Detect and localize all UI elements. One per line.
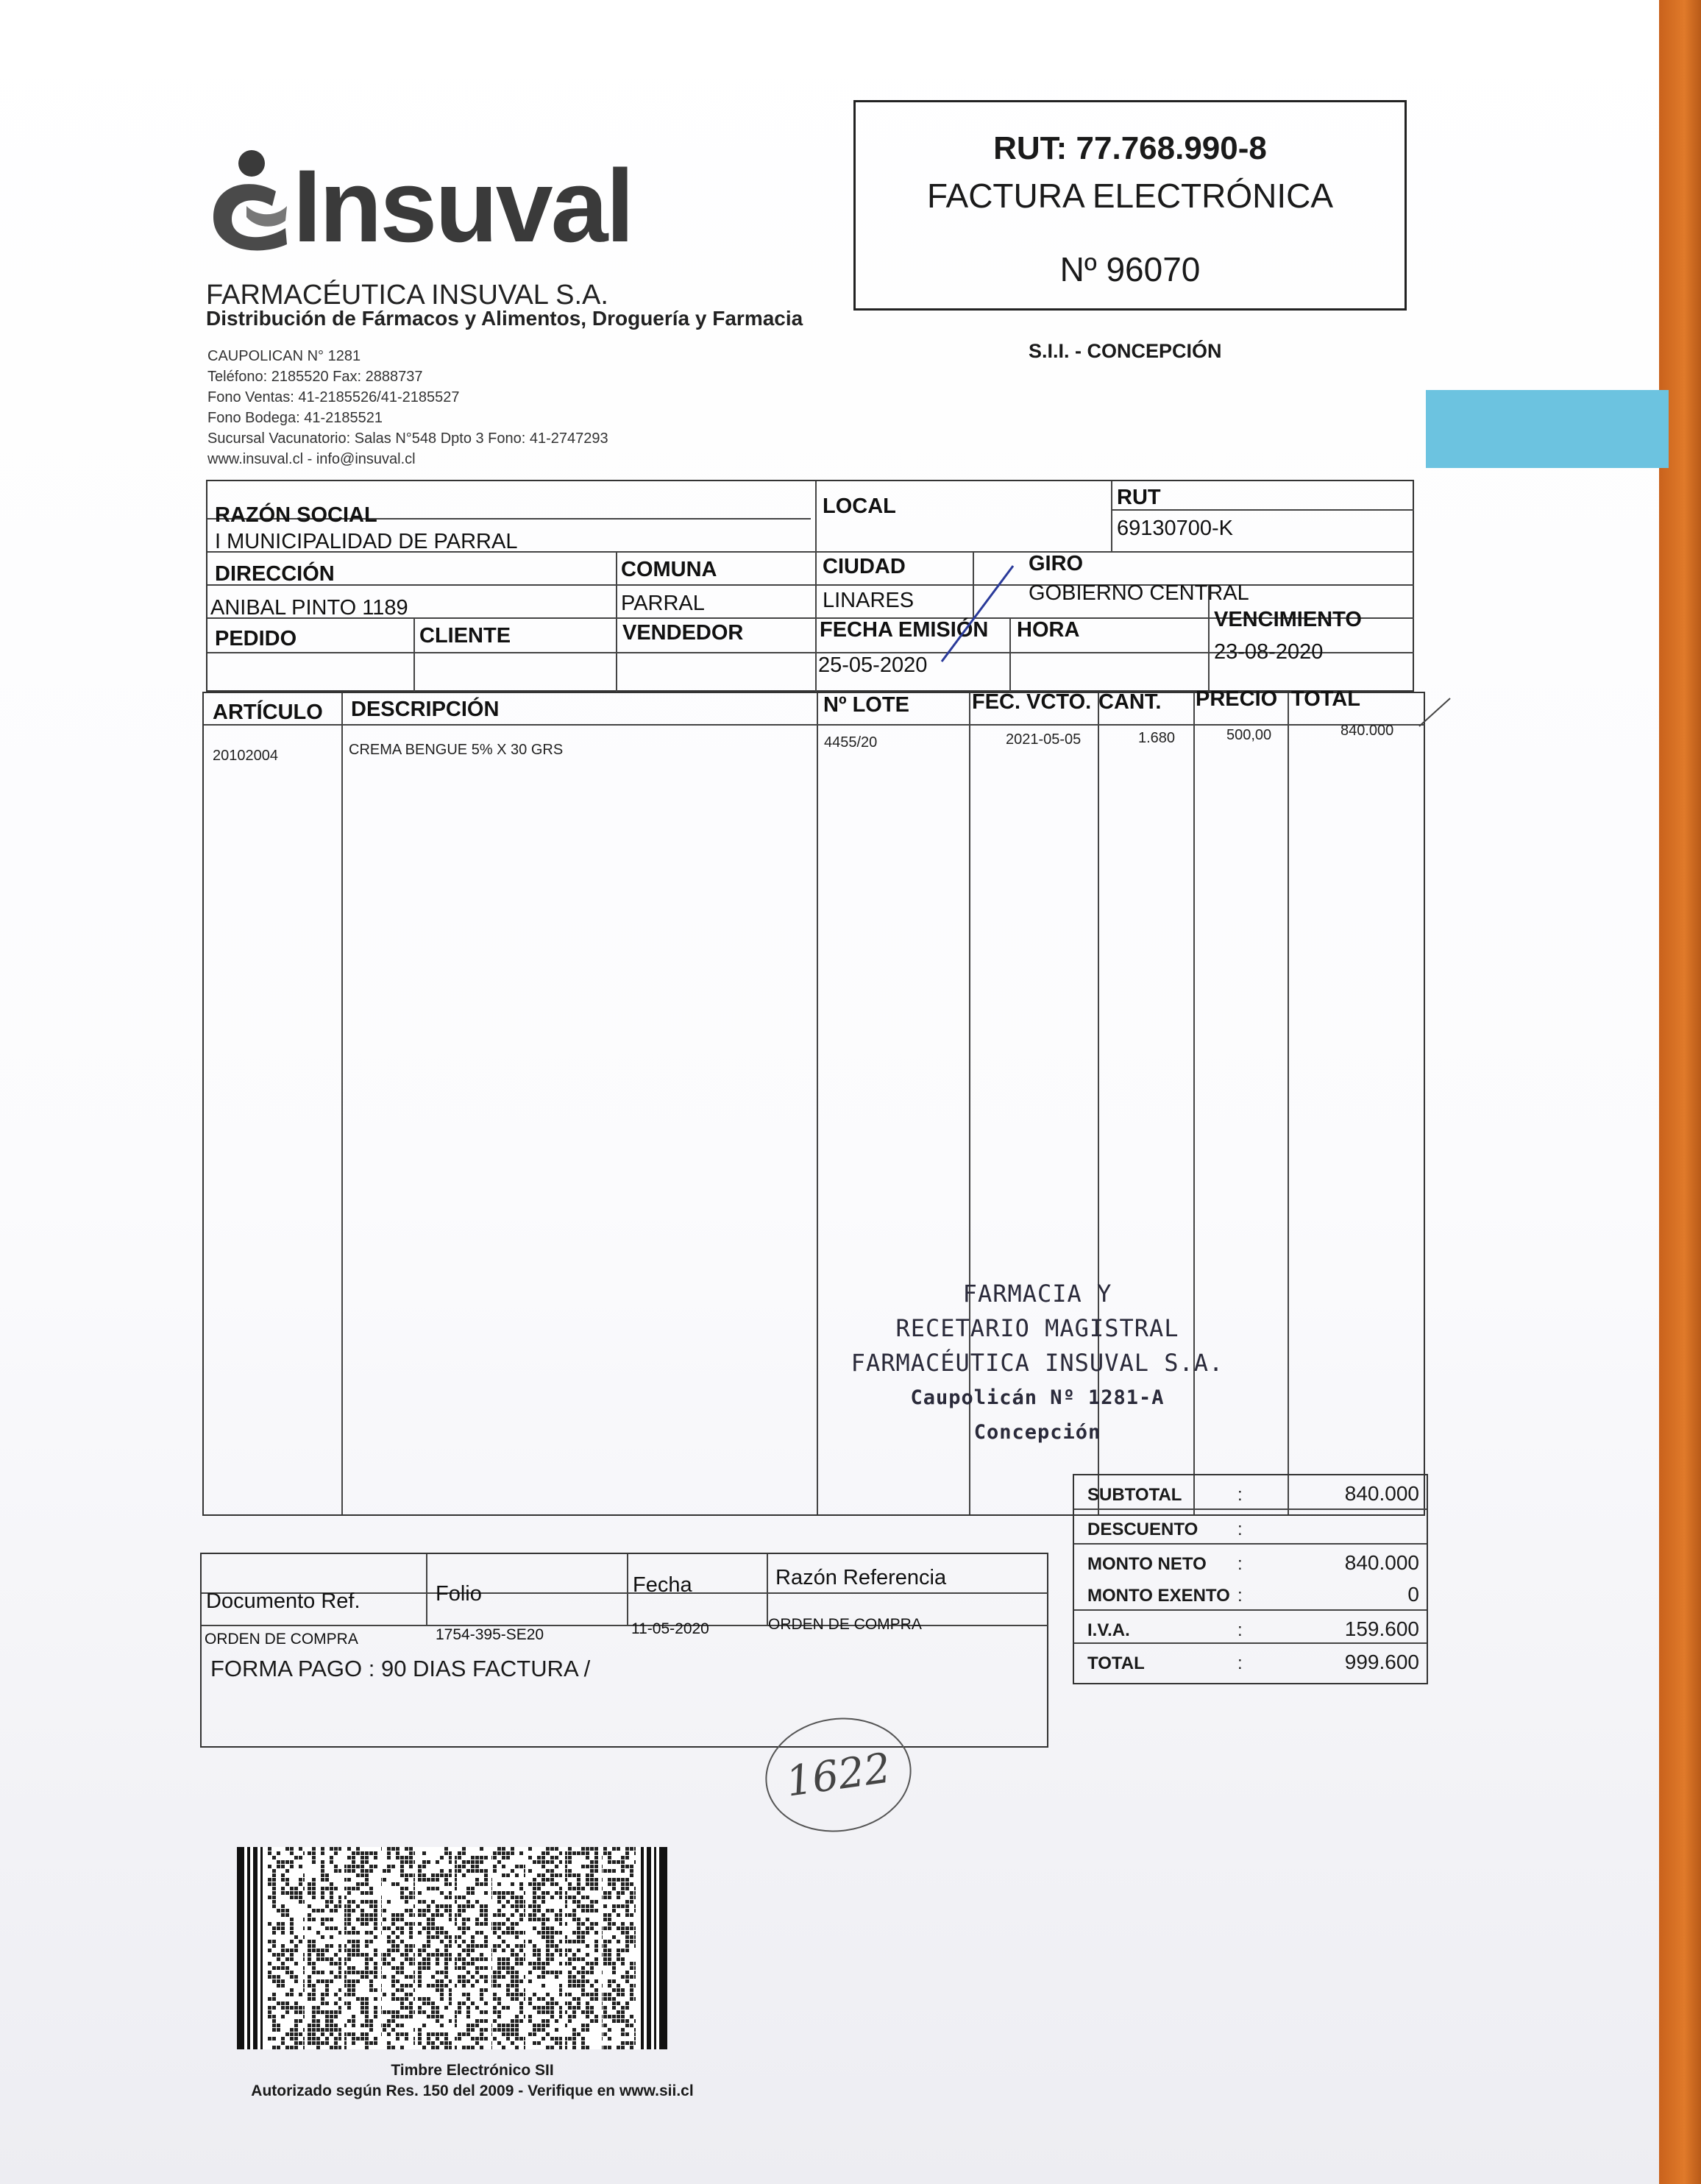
value-comuna: PARRAL [621,592,705,615]
company-web: www.insuval.cl - info@insuval.cl [207,451,416,467]
value-giro: GOBIERNO CENTRAL [1029,581,1249,605]
reference-table [200,1553,1048,1748]
company-address: CAUPOLICAN N° 1281 [207,348,361,364]
col-articulo: ARTÍCULO [213,701,323,724]
customer-info-grid [206,480,1414,692]
item-articulo: 20102004 [213,748,278,764]
pen-tick-mark [1416,695,1453,732]
company-warehouse-phone: Fono Bodega: 41-2185521 [207,410,383,426]
col-cant: CANT. [1098,690,1162,714]
item-total: 840.000 [1340,723,1394,739]
total-row-subtotal: SUBTOTAL : 840.000 [1074,1475,1427,1510]
handwritten-number: 1622 [758,1709,918,1841]
exento-value: 0 [1407,1583,1419,1606]
sii-office: S.I.I. - CONCEPCIÓN [1029,340,1222,362]
company-tagline: Distribución de Fármacos y Alimentos, Droguería y Farmacia [206,307,803,330]
company-branch: Sucursal Vacunatorio: Salas N°548 Dpto 3 Fono: 41-2747293 [207,430,608,447]
payment-terms: FORMA PAGO : 90 DIAS FACTURA / [210,1656,591,1681]
exento-label: MONTO EXENTO [1087,1586,1230,1606]
col-lote: Nº LOTE [823,693,909,717]
iva-label: I.V.A. [1087,1620,1130,1640]
total-row-neto: MONTO NETO : 840.000 [1074,1543,1427,1578]
col-total: TOTAL [1291,687,1360,711]
label-comuna: COMUNA [621,558,717,581]
timbre-authorization: Autorizado según Res. 150 del 2009 - Verifique en www.sii.cl [251,2082,694,2099]
label-cliente: CLIENTE [419,624,511,648]
ref-razon: ORDEN DE COMPRA [768,1616,922,1633]
col-vcto: FEC. VCTO. [972,690,1092,714]
subtotal-value: 840.000 [1344,1482,1419,1505]
ref-col-documento: Documento Ref. [206,1589,361,1613]
col-descripcion: DESCRIPCIÓN [351,698,500,721]
label-vencimiento: VENCIMIENTO [1214,608,1362,631]
label-ciudad: CIUDAD [823,555,906,578]
ref-documento: ORDEN DE COMPRA [205,1631,358,1648]
invoice-number: Nº 96070 [1059,250,1201,288]
total-label: TOTAL [1087,1653,1145,1673]
label-fecha-emision: FECHA EMISIÓN [820,618,989,642]
item-lote: 4455/20 [824,734,878,751]
stamp-line-1: FARMACIA Y [962,1280,1112,1308]
total-row-iva: I.V.A. : 159.600 [1074,1609,1427,1644]
value-rut: 69130700-K [1117,517,1234,540]
value-ciudad: LINARES [823,589,915,612]
logo-text: Insuval [293,148,633,263]
stamp-address: Caupolicán Nº 1281-A Concepción [910,1386,1165,1444]
neto-label: MONTO NETO [1087,1554,1207,1574]
item-descripcion: CREMA BENGUE 5% X 30 GRS [349,742,564,758]
orange-background [1659,0,1701,2184]
company-name: FARMACÉUTICA INSUVAL S.A. [206,280,608,311]
col-precio: PRECIO [1196,687,1278,711]
value-razon-social: I MUNICIPALIDAD DE PARRAL [215,530,518,553]
ref-folio: 1754-395-SE20 [436,1626,544,1643]
iva-value: 159.600 [1344,1617,1419,1640]
company-sales-phone: Fono Ventas: 41-2185526/41-2185527 [207,389,460,405]
neto-value: 840.000 [1344,1551,1419,1574]
invoice-header-box [853,100,1407,311]
items-table [202,687,1425,1516]
label-local: LOCAL [823,494,896,518]
ref-col-fecha: Fecha [633,1573,692,1597]
value-vencimiento: 23-08-2020 [1214,640,1324,664]
company-phone: Teléfono: 2185520 Fax: 2888737 [207,369,423,385]
document-type: FACTURA ELECTRÓNICA [926,177,1334,215]
subtotal-label: SUBTOTAL [1087,1485,1182,1505]
item-precio: 500,00 [1226,727,1272,743]
stamp-line-2: RECETARIO MAGISTRAL [895,1314,1179,1342]
blue-sticky-tab [1426,390,1669,468]
item-vcto: 2021-05-05 [1006,731,1082,748]
stamp-line-3: FARMACÉUTICA INSUVAL S.A. [850,1349,1224,1377]
pdf417-barcode-icon [237,1847,667,2049]
label-razon-social: RAZÓN SOCIAL [215,503,377,527]
electronic-stamp-caption [200,2060,745,2102]
label-direccion: DIRECCIÓN [215,562,335,586]
ref-col-razon: Razón Referencia [775,1566,947,1589]
total-row-total: TOTAL : 999.600 [1074,1642,1427,1677]
logo-mark-icon [206,147,294,258]
label-hora: HORA [1017,618,1080,642]
value-direccion: ANIBAL PINTO 1189 [210,596,408,620]
descuento-label: DESCUENTO [1087,1520,1198,1539]
pharmacy-stamp [846,1277,1229,1450]
total-value: 999.600 [1344,1651,1419,1673]
pen-check-mark [936,562,1017,665]
total-row-descuento: DESCUENTO : [1087,1520,1243,1539]
label-vendedor: VENDEDOR [622,621,744,645]
ref-fecha: 11-05-2020 [631,1620,709,1637]
label-giro: GIRO [1029,552,1084,575]
total-row-exento: MONTO EXENTO : 0 [1087,1583,1419,1606]
label-rut: RUT [1117,486,1161,509]
value-fecha-emision: 25-05-2020 [818,653,928,677]
totals-box [1073,1474,1428,1684]
company-logo [206,147,633,263]
timbre-title: Timbre Electrónico SII [391,2062,554,2079]
issuer-rut: RUT: 77.768.990-8 [993,130,1267,166]
item-cant: 1.680 [1138,730,1176,746]
ref-col-folio: Folio [436,1582,482,1606]
label-pedido: PEDIDO [215,627,297,650]
